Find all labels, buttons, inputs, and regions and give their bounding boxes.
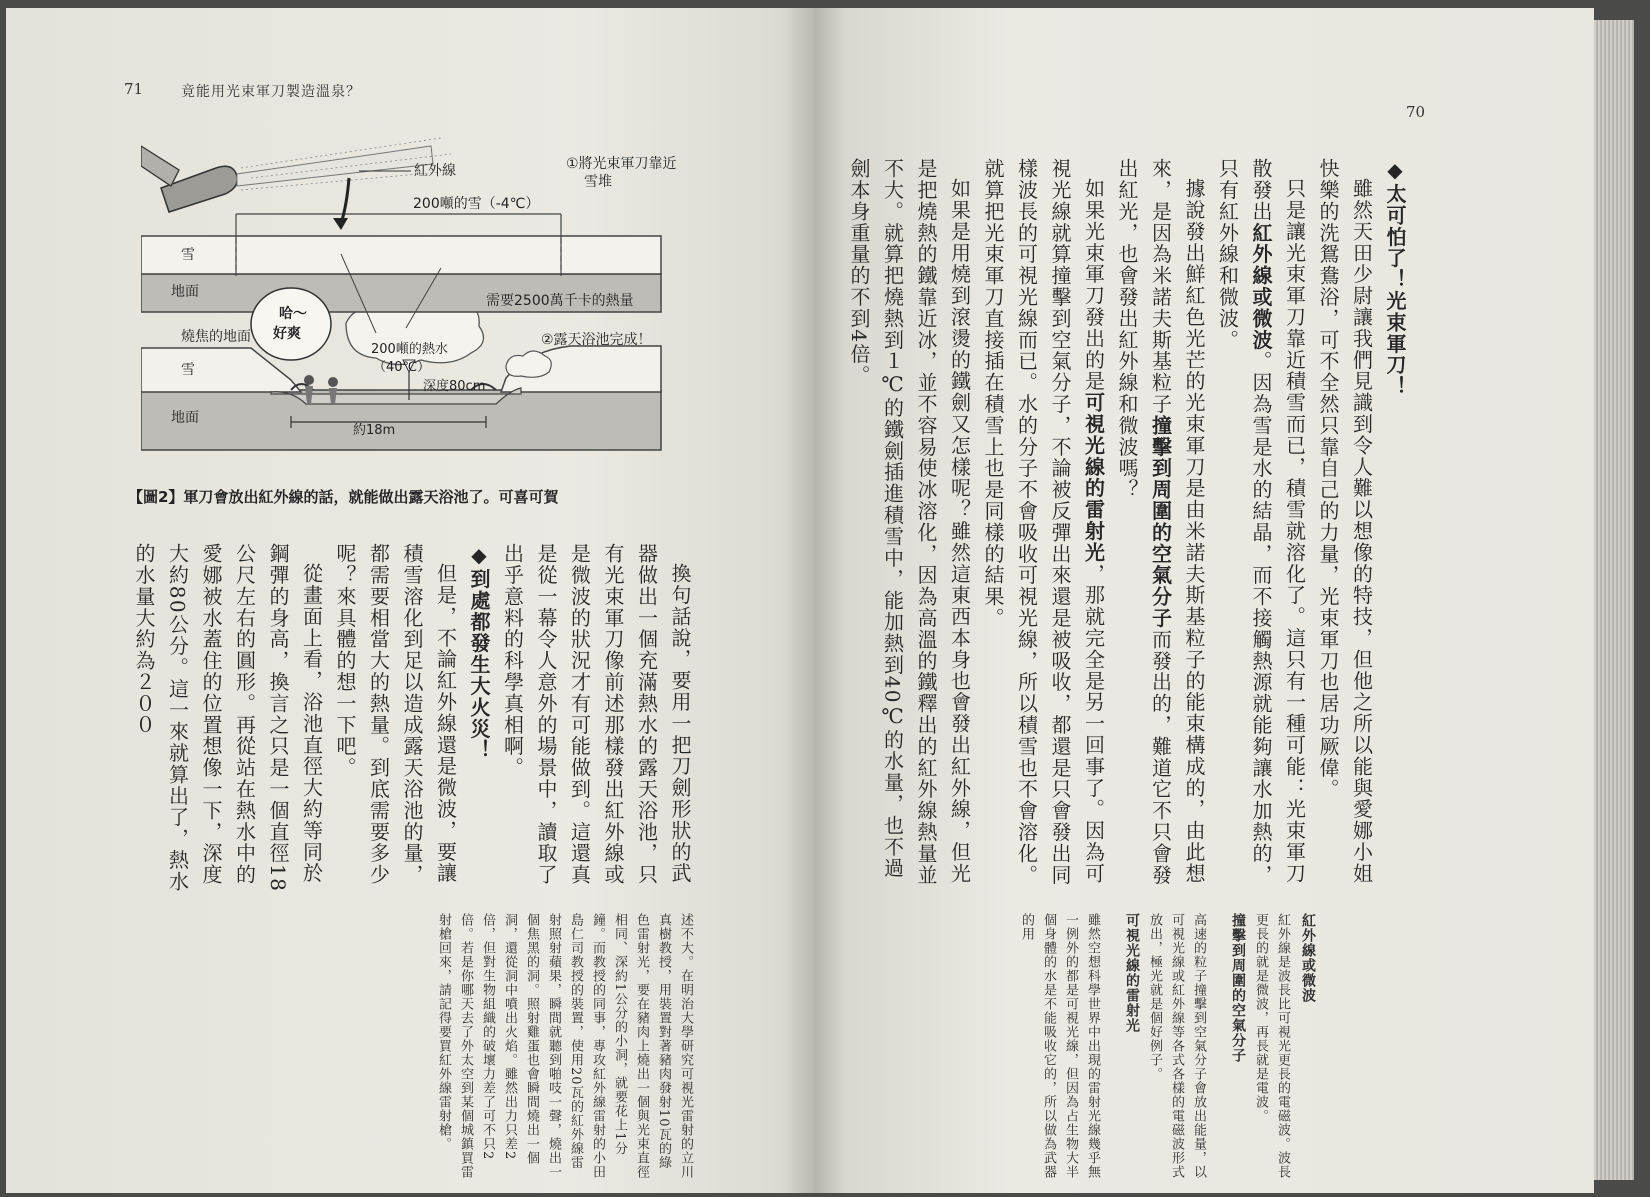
left-notes (206, 913, 696, 1183)
label-heat-required: 需要2500萬千卡的熱量 (486, 293, 634, 309)
right-body-text (847, 158, 1411, 888)
label-step2: ②露天浴池完成！ (541, 332, 652, 348)
label-ground-top: 地面 (171, 284, 199, 300)
keyword: 紅外線或微波 (1249, 222, 1273, 351)
page-number-left: 71 (124, 80, 144, 98)
page-block-edge (1594, 20, 1634, 1180)
person-b (328, 377, 338, 387)
bubble-text-a: 哈～ (279, 306, 307, 322)
label-burnt-ground: 燒焦的地面 (181, 329, 251, 345)
paragraph: 但是，不論紅外線還是微波，要讓積雪溶化到足以造成露天浴池的量，都需要相當大的熱量。到底需要多少呢？來具體的想一下吧。 (333, 543, 458, 886)
snow-top-band (141, 236, 661, 274)
figure-caption: 【圖2】軍刀會放出紅外線的話，就能做出露天浴池了。可喜可賀 (128, 488, 559, 506)
text-run: 據說發出鮮紅色光芒的光束軍刀是由米諾夫斯基粒子的能束構成的，由此想來，是因為米諾夫斯基粒子 (1148, 158, 1206, 885)
paragraph (1210, 158, 1311, 888)
label-snow-bottom: 雪 (181, 362, 195, 378)
text-run: ，那就完全是另一回事了。因為可視光線就算撞擊到空氣分子，不論被反彈出來還是被吸收，都還是只會發出同樣波長的可視光線而已。水的分子不會吸收可視光線，所以積雪也不會溶化。就算把光束軍刀直接插在積雪上也是同樣的結果。 (981, 158, 1106, 886)
mobile-suit-arm (141, 146, 179, 186)
left-body-text (126, 543, 696, 893)
text-run: 如果光束軍刀發出的是 (1081, 178, 1106, 392)
note-body: 紅外線是波長比可視光更長的電磁波。波長更長的就是微波，再長就是電波。 (1253, 913, 1290, 1179)
label-width: 約18m (353, 423, 396, 438)
paragraph: 換句話說，要用一把刀劍形狀的武器做出一個充滿熱水的露天浴池，只有光束軍刀像前述那樣發出紅外線或是微波的狀況才有可能做到。這還真是從一幕令人意外的場景中，讀取了出乎意料的科學真相啊。 (500, 543, 692, 886)
text-run: 只是讓光束軍刀靠近積雪而已，積雪就溶化了。這只有一種可能：光束軍刀散發出 (1249, 158, 1307, 885)
text-run: 而發出的，難道它不只會發出紅光，也會發出紅外線和微波嗎？ (1115, 158, 1173, 886)
note-body: 高速的粒子撞擊到空氣分子會放出能量，以可視光線或紅外線等各式各樣的電磁波形式放出，極光就是個好例子。 (1147, 913, 1206, 1179)
paragraph: 從畫面上看，浴池直徑大約等同於鋼彈的身高，換言之只是一個直徑18公尺左右的圓形。再從站在熱水中的愛娜被水蓋住的位置想像一下，深度大約80公分。這一來就算出了，熱水的水量大約為２００ (132, 543, 324, 893)
beam-blade (237, 146, 433, 186)
section-heading: ◆太可怕了！光束軍刀！ (1383, 158, 1407, 398)
note-continuation: 述不大。在明治大學研究可視光雷射的立川真樹教授，用裝置對著豬肉發射10瓦的綠色雷射光，要在豬肉上燒出一個與光束直徑相同、深約1公分的小洞，就要花上1分鐘。而教授的同事，專攻紅外線雷射的小田島仁司教授的裝置，使用20瓦的紅外線雷射照射蘋果，瞬間就聽到啪吱一聲，燒出一個焦黑的洞。照射雞蛋也會瞬間燒出一個洞，還從洞中噴出火焰。雖然出力只差2倍，但對生物組織的破壞力差了可不只2倍。若是你哪天去了外太空到某個城鎮買雷射槍回來，請記得要買紅外線雷射槍。 (436, 913, 693, 1179)
label-hot-water-line1: 200噸的熱水 (371, 342, 448, 357)
heat-arrow-head (333, 218, 348, 230)
steam-puff (506, 351, 551, 377)
label-ground-bottom: 地面 (171, 410, 199, 426)
running-head: 竟能用光束軍刀製造溫泉？ (181, 84, 361, 100)
paragraph (1110, 158, 1211, 888)
note-body: 雖然空想科學世界中出現的雷射光線幾乎無一例外的都是可視光線，但因為占生物大半個身體的水是不能吸收它的，所以做為武器的用 (1019, 913, 1100, 1179)
figure-2-illustration (141, 128, 721, 478)
label-snow-top: 雪 (181, 247, 195, 263)
right-page (814, 8, 1594, 1193)
note-title: 可視光線的雷射光 (1124, 913, 1140, 1033)
label-step1-line1: ①將光束軍刀靠近 (566, 156, 677, 172)
note-title: 紅外線或微波 (1300, 913, 1316, 1003)
keyword: 撞擊到周圍的空氣分子 (1148, 414, 1173, 629)
paragraph: 如果是用燒到滾燙的鐵劍又怎樣呢？雖然這東西本身也會發出紅外線，但光是把燒熱的鐵靠近冰，並不容易使冰溶化，因為高溫的鐵釋出的紅外線熱量並不大。就算把燒熱到１℃的鐵劍插進積雪中，能加熱到40℃的水量，也不過劍本身重量的不到4倍。 (847, 158, 972, 886)
section-heading: ◆到處都發生大火災！ (467, 543, 491, 761)
left-page (6, 8, 814, 1193)
heat-arrow (341, 178, 349, 224)
label-hot-water-line2: （40℃） (373, 360, 431, 375)
bubble-text-b: 好爽 (273, 326, 301, 342)
label-step1-line2: 雪堆 (584, 174, 612, 190)
keyword: 可視光線的雷射光 (1081, 392, 1106, 564)
label-infrared: 紅外線 (414, 163, 456, 179)
page-number-right: 70 (1406, 103, 1426, 121)
label-depth: 深度80cm (423, 379, 486, 394)
person-a (304, 375, 314, 385)
text-run: 。因為雪是水的結晶，而不接觸熱源就能夠讓水加熱的，只有紅外線和微波。 (1215, 158, 1273, 886)
right-notes (864, 913, 1319, 1183)
speech-bubble (251, 288, 331, 360)
note-title: 撞擊到周圍的空氣分子 (1230, 913, 1246, 1063)
label-snow-amount: 200噸的雪（-4℃） (413, 196, 540, 212)
paragraph: 雖然天田少尉讓我們見識到令人難以想像的特技，但他之所以能與愛娜小姐快樂的洗鴛鴦浴，可不全然只靠自己的力量，光束軍刀也居功厥偉。 (1316, 158, 1374, 885)
paragraph (976, 158, 1110, 888)
